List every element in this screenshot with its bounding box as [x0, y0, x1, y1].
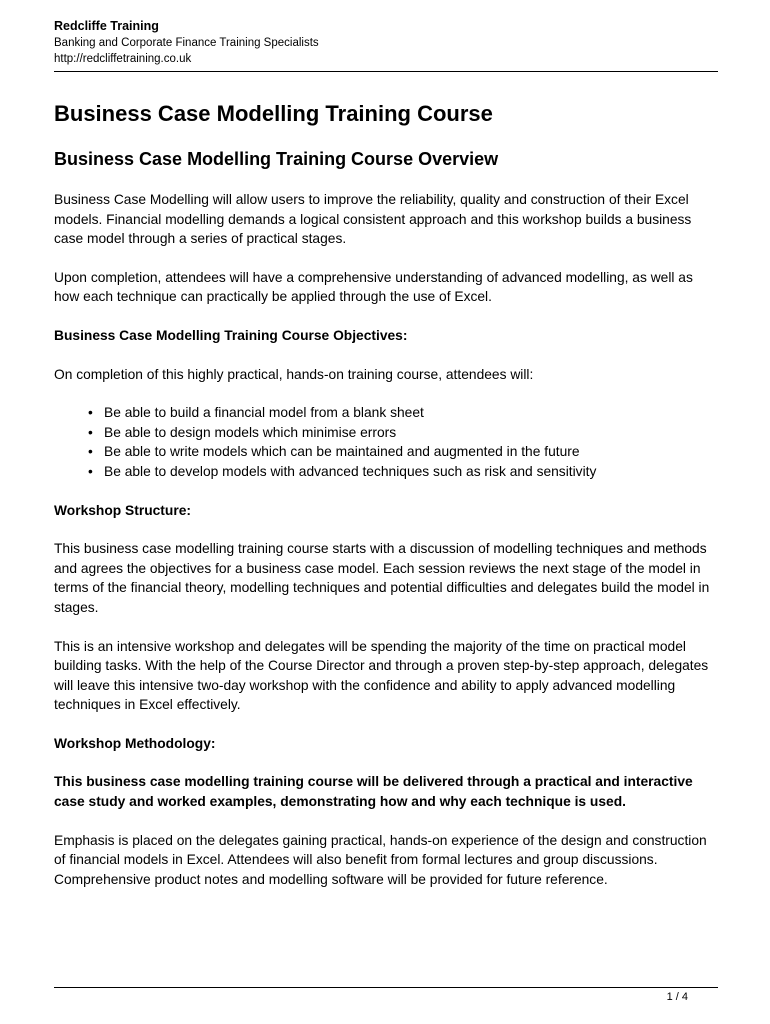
main-content: [54, 100, 718, 889]
page-title: Business Case Modelling Training Course: [54, 101, 493, 126]
site-tagline: Banking and Corporate Finance Training Specialists: [54, 37, 319, 49]
list-item: [88, 462, 718, 482]
bullet-icon: •: [88, 424, 93, 440]
site-name: Redcliffe Training: [54, 19, 159, 33]
header-divider: [54, 71, 718, 72]
list-item: [88, 423, 718, 443]
list-item: [88, 403, 718, 423]
list-item-text: Be able to design models which minimise errors: [104, 424, 397, 440]
methodology-heading: Workshop Methodology:: [54, 735, 216, 751]
overview-paragraph-2: Upon completion, attendees will have a comprehensive understanding of advanced modelling, as well as how each technique can practically be applied through the use of Excel.: [54, 269, 693, 305]
methodology-paragraph: Emphasis is placed on the delegates gaining practical, hands-on experience of the design and construction of financial models in Excel. Attendees will also benefit from formal lectures and group discussions. Comprehensive product notes and modelling software will be provided for future reference.: [54, 832, 707, 887]
bullet-icon: •: [88, 405, 93, 421]
bullet-icon: •: [88, 463, 93, 479]
list-item-text: Be able to build a financial model from a blank sheet: [104, 405, 424, 421]
page-number: 1 / 4: [666, 991, 688, 1003]
site-url-link[interactable]: http://redcliffetraining.co.uk: [54, 53, 192, 65]
structure-paragraph-2: This is an intensive workshop and delegates will be spending the majority of the time on practical model building tasks. With the help of the Course Director and through a proven step-by-step approach, delegates will leave this intensive two-day workshop with the confidence and ability to apply advanced modelling techniques in Excel effectively.: [54, 638, 709, 713]
objectives-heading: Business Case Modelling Training Course Objectives:: [54, 327, 408, 343]
methodology-bold-paragraph: This business case modelling training course will be delivered through a practical and interactive case study and worked examples, demonstrating how and why each technique is used.: [54, 774, 693, 810]
structure-paragraph-1: This business case modelling training course starts with a discussion of modelling techniques and methods and agrees the objectives for a business case model. Each session reviews the next stage of the model in terms of the financial theory, modelling techniques and potential difficulties and delegates build the model in stages.: [54, 541, 710, 615]
overview-paragraph-1: Business Case Modelling will allow users to improve the reliability, quality and construction of their Excel models. Financial modelling demands a logical consistent approach and this workshop builds a business case model through a series of practical stages.: [54, 192, 692, 247]
site-header: [54, 18, 718, 67]
list-item-text: Be able to write models which can be maintained and augmented in the future: [104, 444, 580, 460]
footer-divider: [54, 987, 718, 988]
list-item-text: Be able to develop models with advanced techniques such as risk and sensitivity: [104, 463, 597, 479]
structure-heading: Workshop Structure:: [54, 502, 191, 518]
list-item: [88, 442, 718, 462]
bullet-icon: •: [88, 444, 93, 460]
objectives-intro: On completion of this highly practical, hands-on training course, attendees will:: [54, 366, 534, 382]
overview-heading: Business Case Modelling Training Course Overview: [54, 149, 499, 169]
objectives-list: [54, 403, 718, 481]
